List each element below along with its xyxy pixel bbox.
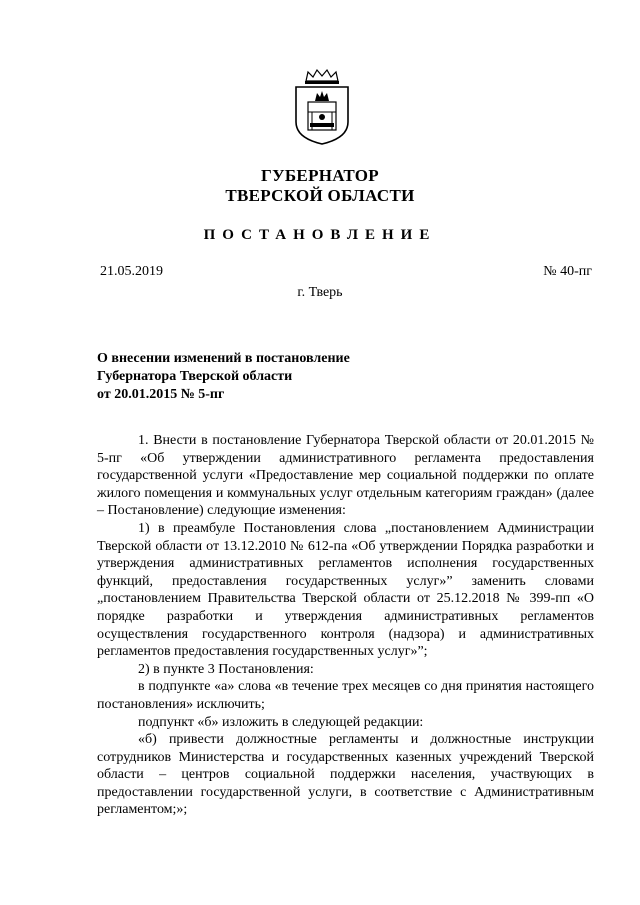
subject-line: от 20.01.2015 № 5-пг [97, 387, 225, 402]
document-body [97, 432, 594, 819]
document-date: 21.05.2019 [100, 264, 163, 279]
body-paragraph: 2) в пункте 3 Постановления: [138, 661, 314, 677]
authority-title-line2: ТВЕРСКОЙ ОБЛАСТИ [225, 186, 415, 205]
subject-line: Губернатора Тверской области [97, 369, 293, 384]
body-paragraph: в подпункте «а» слова «в течение трех месяцев со дня принятия настоящего постановления» исключить; [97, 679, 594, 712]
subject-line: О внесении изменений в постановление [97, 351, 350, 366]
document-number: № 40-пг [543, 264, 592, 279]
body-paragraph: 1. Внести в постановление Губернатора Тверской области от 20.01.2015 № 5-пг «Об утверждении административного регламента предоставления государственной услуги «Предоставление мер социальной поддержки по оплате жилого помещения и коммунальных услуг отдельным категориям граждан» (далее – Постановление) следующие изменения: [97, 433, 594, 519]
document-type-title: ПОСТАНОВЛЕНИЕ [203, 227, 437, 243]
document-city: г. Тверь [297, 285, 343, 300]
authority-title-line1: ГУБЕРНАТОР [261, 166, 379, 185]
body-paragraph: подпункт «б» изложить в следующей редакции: [138, 714, 424, 730]
body-paragraph: «б) привести должностные регламенты и должностные инструкции сотрудников Министерства и государственных казенных учреждений Тверской области – центров социальной поддержки населения, участвующих в предоставлении государственной услуги, в соответствие с Административным регламентом;»; [97, 732, 594, 818]
document-subject [97, 350, 350, 404]
tver-coat-of-arms-icon [292, 68, 352, 146]
body-paragraph: 1) в преамбуле Постановления слова „постановлением Администрации Тверской области от 13.12.2010 № 612-па «Об утверждении Порядка разработки и утверждения административных регламентов исполнения государственных функций, предоставления государственных услуг»” заменить словами „постановлением Правительства Тверской области от 25.12.2018 № 399-пп «О порядке разработки и утверждения административных регламентов осуществления государственного контроля (надзора) и административных регламентов предоставления государственных услуг»”; [97, 520, 594, 660]
